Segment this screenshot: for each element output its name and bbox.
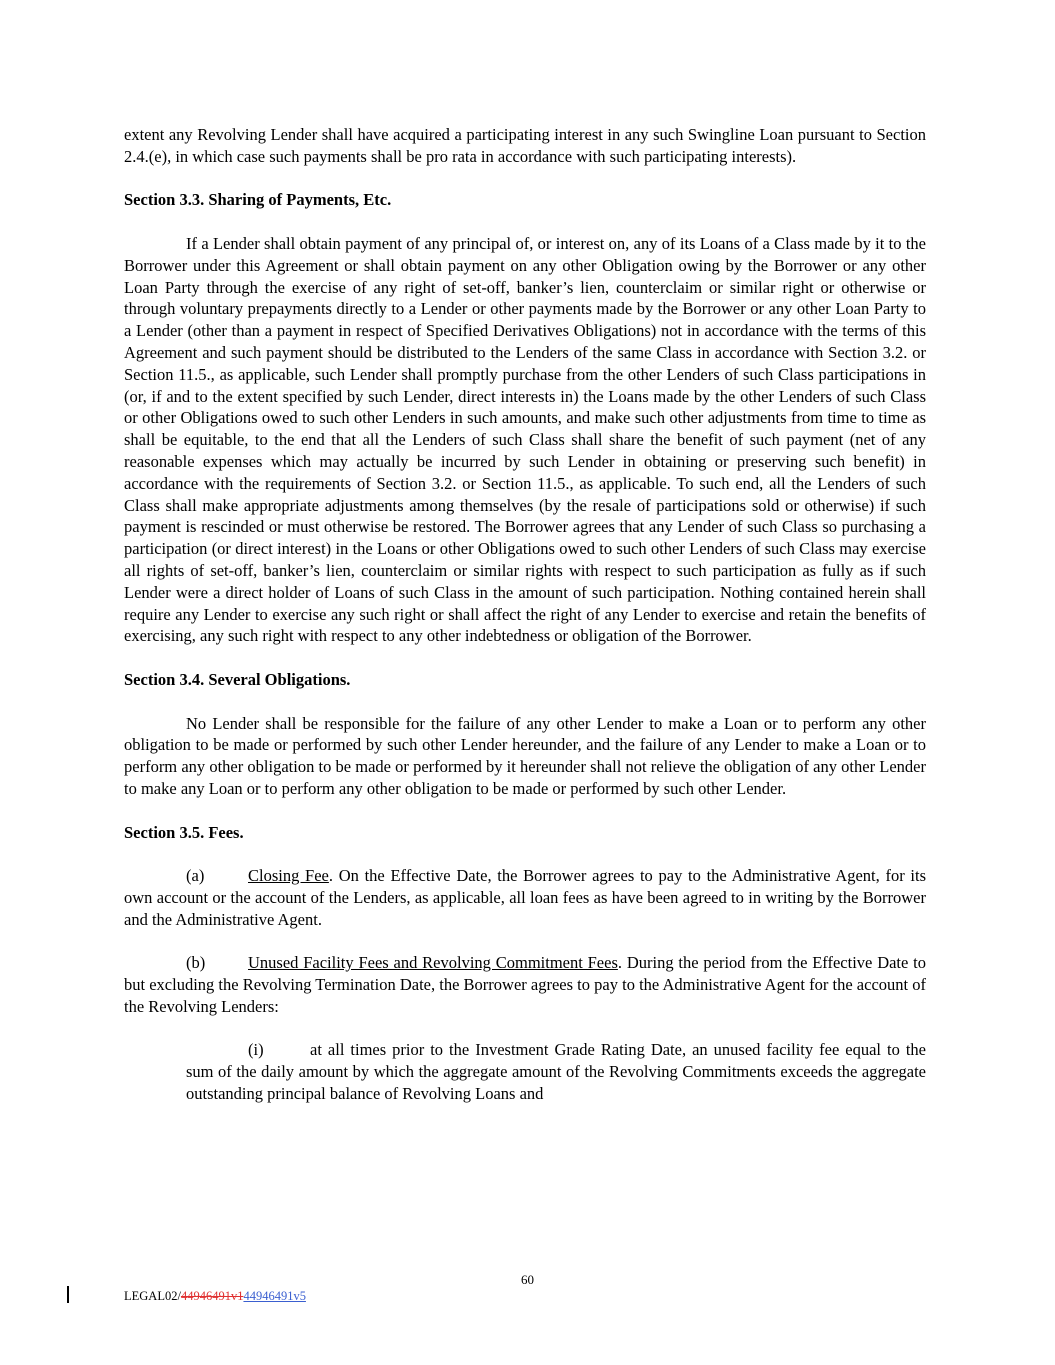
footer-inserted-version: 44946491v5 — [243, 1289, 306, 1303]
clause-a-title: Closing Fee — [248, 866, 329, 886]
clause-b-title: Unused Facility Fees and Revolving Commitment Fees — [248, 953, 618, 973]
document-page — [124, 124, 926, 1105]
continuation-paragraph: extent any Revolving Lender shall have acquired a participating interest in any such Swingline Loan pursuant to Section 2.4.(e), in which case such payments shall be pro rata in accordance with such participating interests). — [124, 125, 926, 166]
change-bar — [67, 1286, 69, 1303]
section-3-5-heading: Section 3.5. Fees. — [124, 822, 244, 842]
clause-a-label: (a) — [186, 866, 205, 886]
section-3-5-b-i — [186, 1039, 926, 1104]
clause-b-text: . During the period from the Effective Date to but excluding the Revolving Termination Date, the Borrower agrees to pay to the Administrative Agent for the account of the Revolving Lenders: — [124, 953, 926, 1016]
clause-b-i-text: at all times prior to the Investment Grade Rating Date, an unused facility fee equal to the sum of the daily amount by which the aggregate amount of the Revolving Commitments exceeds the aggregate outstanding principal balance of Revolving Loans and — [186, 1040, 926, 1104]
clause-b-label: (b) — [186, 953, 206, 973]
clause-b-i-label: (i) — [248, 1040, 264, 1060]
footer-deleted-version: 44946491v1 — [180, 1289, 244, 1303]
section-3-4-heading: Section 3.4. Several Obligations. — [124, 669, 351, 689]
section-3-3-body: If a Lender shall obtain payment of any principal of, or interest on, any of its Loans of a Class made by it to the Borrower under this Agreement or shall obtain payment on any other Obligation owing by the Borrower or any other Loan Party through the exercise of any right of set-off, banker’s lien, counterclaim or similar right or otherwise or through voluntary prepayments directly to a Lender or other payments made by the Borrower or any other Loan Party to a Lender (other than a payment in respect of Specified Derivatives Obligations) not in accordance with the terms of this Agreement and such payment should be distributed to the Lenders of the same Class in accordance with Section 3.2. or Section 11.5., as applicable, such Lender shall promptly purchase from the other Lenders of such Class participations in (or, if and to the extent specified by such Lender, direct interests in) the Loans made by the other Lenders of such Class or other Obligations owed to such other Lenders in such amounts, and make such other adjustments from time to time as shall be equitable, to the end that all the Lenders of such Class shall share the benefit of such payment (net of any reasonable expenses which may actually be incurred by such Lender in obtaining or preserving such benefit) in accordance with the requirements of Section 3.2. or Section 11.5., as applicable. To such end, all the Lenders of such Class shall make appropriate adjustments among themselves (by the resale of participations sold or otherwise) if such payment is rescinded or must otherwise be restored. The Borrower agrees that any Lender of such Class so purchasing a participation (or direct interest) in the Loans or other Obligations owed to such other Lenders of such Class may exercise all rights of set-off, banker’s lien, counterclaim or similar rights with respect to such participation as fully as if such Lender were a direct holder of Loans of such Class in the amount of such participation. Nothing contained herein shall require any Lender to exercise any such right or shall affect the right of any Lender to exercise and retain the benefits of exercising, any such right with respect to any other indebtedness or obligation of the Borrower. — [124, 233, 926, 646]
section-3-5-a — [124, 865, 926, 930]
section-3-4-body: No Lender shall be responsible for the failure of any other Lender to make a Loan or to perform any other obligation to be made or performed by such other Lender hereunder, and the failure of any Lender to make a Loan or to perform any other obligation to be made or performed by it hereunder shall not relieve the obligation of any other Lender to make any Loan or to perform any other obligation to be made or performed by such other Lender. — [124, 713, 926, 798]
page-number: 60 — [521, 1272, 534, 1287]
section-3-5-b — [124, 952, 926, 1017]
section-3-3-heading: Section 3.3. Sharing of Payments, Etc. — [124, 190, 392, 210]
document-footer-id — [124, 1289, 306, 1304]
clause-a-text: . On the Effective Date, the Borrower agrees to pay to the Administrative Agent, for its own account or the account of the Lenders, as applicable, all loan fees as have been agreed to in writing by the Borrower and the Administrative Agent. — [124, 866, 927, 929]
footer-doc-prefix: LEGAL02/ — [124, 1289, 181, 1303]
